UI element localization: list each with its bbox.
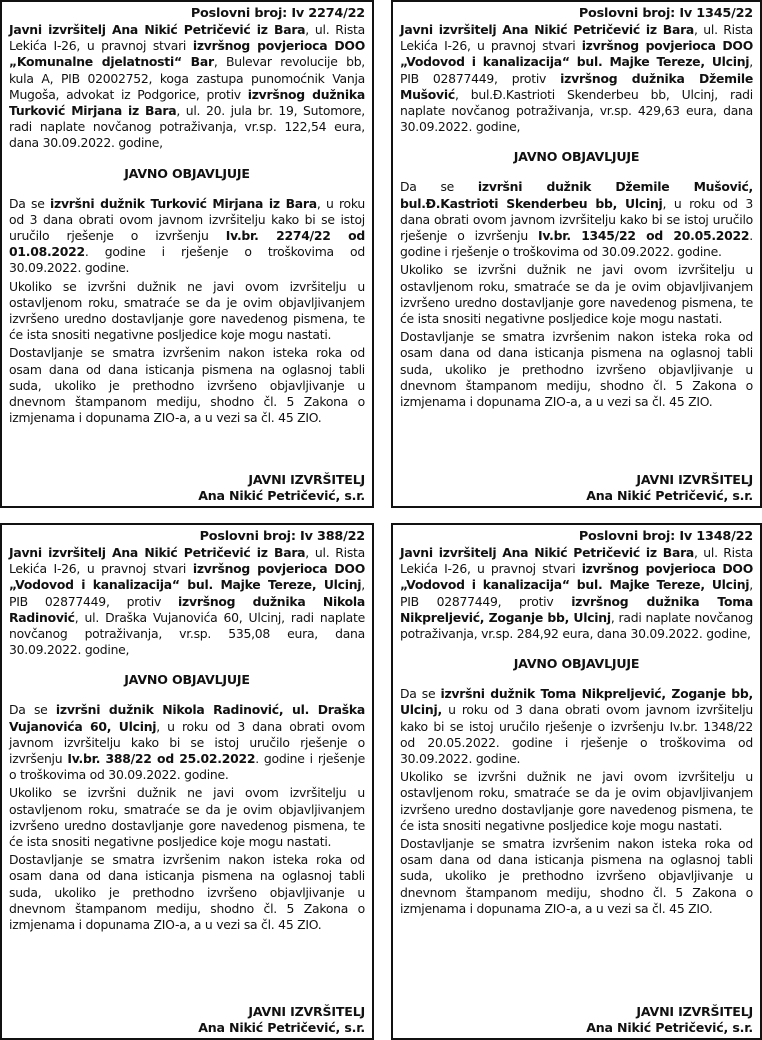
bold-text-run: Javni izvršitelj Ana Nikić Petričević iz Bara (9, 545, 306, 560)
notice-intro (400, 22, 753, 135)
bold-text-run: izvršnog dužnika Džemile Mušović (400, 70, 753, 102)
text-run: . godine i rješenje o troškovima od 30.09.2022. godine. (9, 751, 365, 783)
signature-name: Ana Nikić Petričević, s.r. (586, 488, 753, 503)
text-run: . godine i rješenje o troškovima od 30.09.2022. godine. (400, 228, 753, 260)
notice-paragraph: Ukoliko se izvršni dužnik ne javi ovom izvršitelju u ostavljenom roku, smatraće se da je ovim objavljivanjem izvršeno uredno dostavljanje gore navedenog pismena, te će ista snositi negativne posljedice koje mogu nastati. (9, 785, 365, 850)
reference-number: Poslovni broj: Iv 1348/22 (578, 529, 753, 544)
notice-body (400, 686, 753, 767)
reference-number: Poslovni broj: Iv 388/22 (199, 529, 365, 544)
bold-text-run: izvršnog povjerioca DOO „Vodovod i kanalizacija“ bul. Majke Tereze, Ulcinj (400, 561, 754, 593)
text-run: Da se (9, 195, 50, 211)
signature-title: JAVNI IZVRŠITELJ (636, 472, 753, 487)
text-run: , Bulevar revolucije bb, kula A, PIB 02002752, koga zastupa punomoćnik Vanja Mugoša, advokat iz Podgorice, protiv (9, 54, 365, 102)
text-run: , u roku od 3 dana obrati ovom javnom izvršitelju kako bi se istoj uručilo rješenje o izvršenju (9, 718, 365, 767)
text-run: Da se (400, 179, 478, 195)
notice-paragraph: Dostavljanje se smatra izvršenim nakon isteka roka od osam dana od dana isticanja pismena na oglasnoj tabli suda, ukoliko je prethodno izvršeno objavljivanje u dnevnom štampanom mediju, shodno čl. 5 Zakona o izmjenama i dopunama ZIO-a, a u vezi sa čl. 45 ZIO. (400, 329, 753, 410)
notice-heading: JAVNO OBJAVLJUJE (124, 672, 250, 688)
reference-number: Poslovni broj: Iv 2274/22 (190, 6, 365, 21)
text-run: , PIB 02877449, protiv (400, 577, 753, 609)
bold-text-run: Iv.br. 388/22 od 25.02.2022 (67, 751, 256, 767)
notice-box (0, 0, 374, 508)
signature-title: JAVNI IZVRŠITELJ (248, 1004, 365, 1019)
signature-name: Ana Nikić Petričević, s.r. (198, 1020, 365, 1035)
bold-text-run: Javni izvršitelj Ana Nikić Petričević iz Bara (400, 545, 695, 560)
notice-paragraph: Dostavljanje se smatra izvršenim nakon isteka roka od osam dana od dana isticanja pismena na oglasnoj tabli suda, ukoliko je prethodno izvršeno objavljivanje u dnevnom štampanom mediju, shodno čl. 5 Zakona o izmjenama i dopunama ZIO-a, a u vezi sa čl. 45 ZIO. (9, 852, 365, 933)
bold-text-run: izvršnog dužnika Toma Nikpreljević, Zoganje bb, Ulcinj (400, 593, 754, 625)
bold-text-run: izvršnog dužnika Turković Mirjana iz Bara (9, 86, 365, 119)
text-run: u roku od 3 dana obrati ovom javnom izvršitelju kako bi se istoj uručilo rješenje o izvršenju Iv.br. 1348/22 od 20.05.2022. godine i rješenje o troškovima od 30.09.2022. godine. (400, 702, 753, 767)
text-run: , ul. Rista Lekića I-26, u pravnoj stvari (9, 545, 365, 577)
signature-block (198, 472, 365, 504)
signature-title: JAVNI IZVRŠITELJ (248, 472, 365, 487)
signature-block (586, 472, 753, 504)
notice-box (391, 523, 762, 1040)
bold-text-run: izvršni dužnik Toma Nikpreljević, Zoganje bb, Ulcinj, (400, 686, 754, 718)
notice-paragraph: Dostavljanje se smatra izvršenim nakon isteka roka od osam dana od dana isticanja pismena na oglasnoj tabli suda, ukoliko je prethodno izvršeno objavljivanje u dnevnom štampanom mediju, shodno čl. 5 Zakona o izmjenama i dopunama ZIO-a, a u vezi sa čl. 45 ZIO. (9, 345, 365, 426)
signature-title: JAVNI IZVRŠITELJ (636, 1004, 753, 1019)
text-run: , ul. Rista Lekića I-26, u pravnoj stvari (9, 22, 365, 54)
notice-paragraph: Dostavljanje se smatra izvršenim nakon isteka roka od osam dana od dana isticanja pismena na oglasnoj tabli suda, ukoliko je prethodno izvršeno objavljivanje u dnevnom štampanom mediju, shodno čl. 5 Zakona o izmjenama i dopunama ZIO-a, a u vezi sa čl. 45 ZIO. (400, 836, 753, 916)
text-run: , u roku od 3 dana obrati ovom javnom izvršitelju kako bi se istoj uručilo rješenje o izvršenju (9, 195, 366, 244)
text-run: , ul. Draška Vujanovića 60, Ulcinj, radi naplate novčanog potraživanja, vr.sp. 535,08 eura, dana 30.09.2022. godine, (9, 609, 365, 658)
bold-text-run: Javni izvršitelj Ana Nikić Petričević iz Bara (9, 22, 306, 37)
notice-body (9, 196, 365, 277)
text-run: , bul.Đ.Kastrioti Skenderbeu bb, Ulcinj, radi naplate novčanog potraživanja, vr.sp. 429,63 eura, dana 30.09.2022. godine, (400, 86, 753, 135)
signature-block (586, 1004, 753, 1036)
bold-text-run: izvršnog dužnika Nikola Radinović (9, 593, 365, 625)
bold-text-run: izvršni dužnik Džemile Mušović, bul.Đ.Kastrioti Skenderbeu bb, Ulcinj (400, 179, 753, 211)
reference-number: Poslovni broj: Iv 1345/22 (578, 6, 753, 21)
notice-box (0, 523, 374, 1040)
text-run: , PIB 02877449, protiv (400, 54, 753, 86)
notice-heading: JAVNO OBJAVLJUJE (124, 165, 250, 181)
bold-text-run: izvršnog povjerioca DOO „Komunalne djelatnosti“ Bar (9, 38, 365, 70)
notice-body (9, 702, 365, 783)
notice-paragraph: Ukoliko se izvršni dužnik ne javi ovom izvršitelju u ostavljenom roku, smatraće se da je ovim objavljivanjem izvršeno uredno dostavljanje gore navedenog pismena, te će ista snositi negativne posljedice koje mogu nastati. (400, 262, 753, 327)
bold-text-run: izvršni dužnik Turković Mirjana iz Bara (49, 195, 317, 211)
bold-text-run: izvršni dužnik Nikola Radinović, ul. Draška Vujanovića 60, Ulcinj (9, 702, 365, 734)
notice-heading: JAVNO OBJAVLJUJE (513, 656, 640, 672)
notice-intro (9, 545, 365, 658)
bold-text-run: izvršnog povjerioca DOO „Vodovod i kanalizacija“ bul. Majke Tereze, Ulcinj (9, 561, 365, 593)
bold-text-run: Iv.br. 1345/22 od 20.05.2022 (537, 228, 750, 244)
notice-intro (9, 22, 365, 152)
notice-body (400, 179, 753, 260)
notice-paragraph: Ukoliko se izvršni dužnik ne javi ovom izvršitelju u ostavljenom roku, smatraće se da je ovim objavljivanjem izvršeno uredno dostavljanje gore navedenog pismena, te će ista snositi negativne posljedice koje mogu nastati. (9, 278, 365, 343)
notice-heading: JAVNO OBJAVLJUJE (513, 149, 640, 165)
text-run: , PIB 02877449, protiv (9, 577, 365, 609)
notice-box (391, 0, 762, 508)
text-run: , radi naplate novčanog potraživanja, vr.sp. 284,92 eura, dana 30.09.2022. godine, (400, 609, 753, 642)
text-run: Da se (9, 702, 56, 718)
notice-paragraph: Ukoliko se izvršni dužnik ne javi ovom izvršitelju u ostavljenom roku, smatraće se da je ovim objavljivanjem izvršeno uredno dostavljanje gore navedenog pismena, te će ista snositi negativne posljedice koje mogu nastati. (400, 769, 753, 833)
signature-name: Ana Nikić Petričević, s.r. (586, 1020, 753, 1035)
text-run: , ul. Rista Lekića I-26, u pravnoj stvari (400, 545, 753, 577)
text-run: . godine i rješenje o troškovima od 30.09.2022. godine. (9, 244, 365, 276)
text-run: , ul. 20. jula br. 19, Sutomore, radi naplate novčanog potraživanja, vr.sp. 122,54 eura, dana 30.09.2022. godine, (9, 103, 365, 151)
notice-intro (400, 545, 753, 642)
bold-text-run: Iv.br. 2274/22 od 01.08.2022 (9, 228, 365, 260)
text-run: Da se (400, 686, 441, 702)
bold-text-run: izvršnog povjerioca DOO „Vodovod i kanalizacija“ bul. Majke Tereze, Ulcinj (400, 38, 754, 70)
bold-text-run: Javni izvršitelj Ana Nikić Petričević iz Bara (400, 22, 695, 37)
text-run: , ul. Rista Lekića I-26, u pravnoj stvari (400, 22, 753, 54)
text-run: , u roku od 3 dana obrati ovom javnom izvršitelju kako bi se istoj uručilo rješenje o izvršenju (400, 195, 753, 244)
signature-name: Ana Nikić Petričević, s.r. (198, 488, 365, 503)
signature-block (198, 1004, 365, 1036)
